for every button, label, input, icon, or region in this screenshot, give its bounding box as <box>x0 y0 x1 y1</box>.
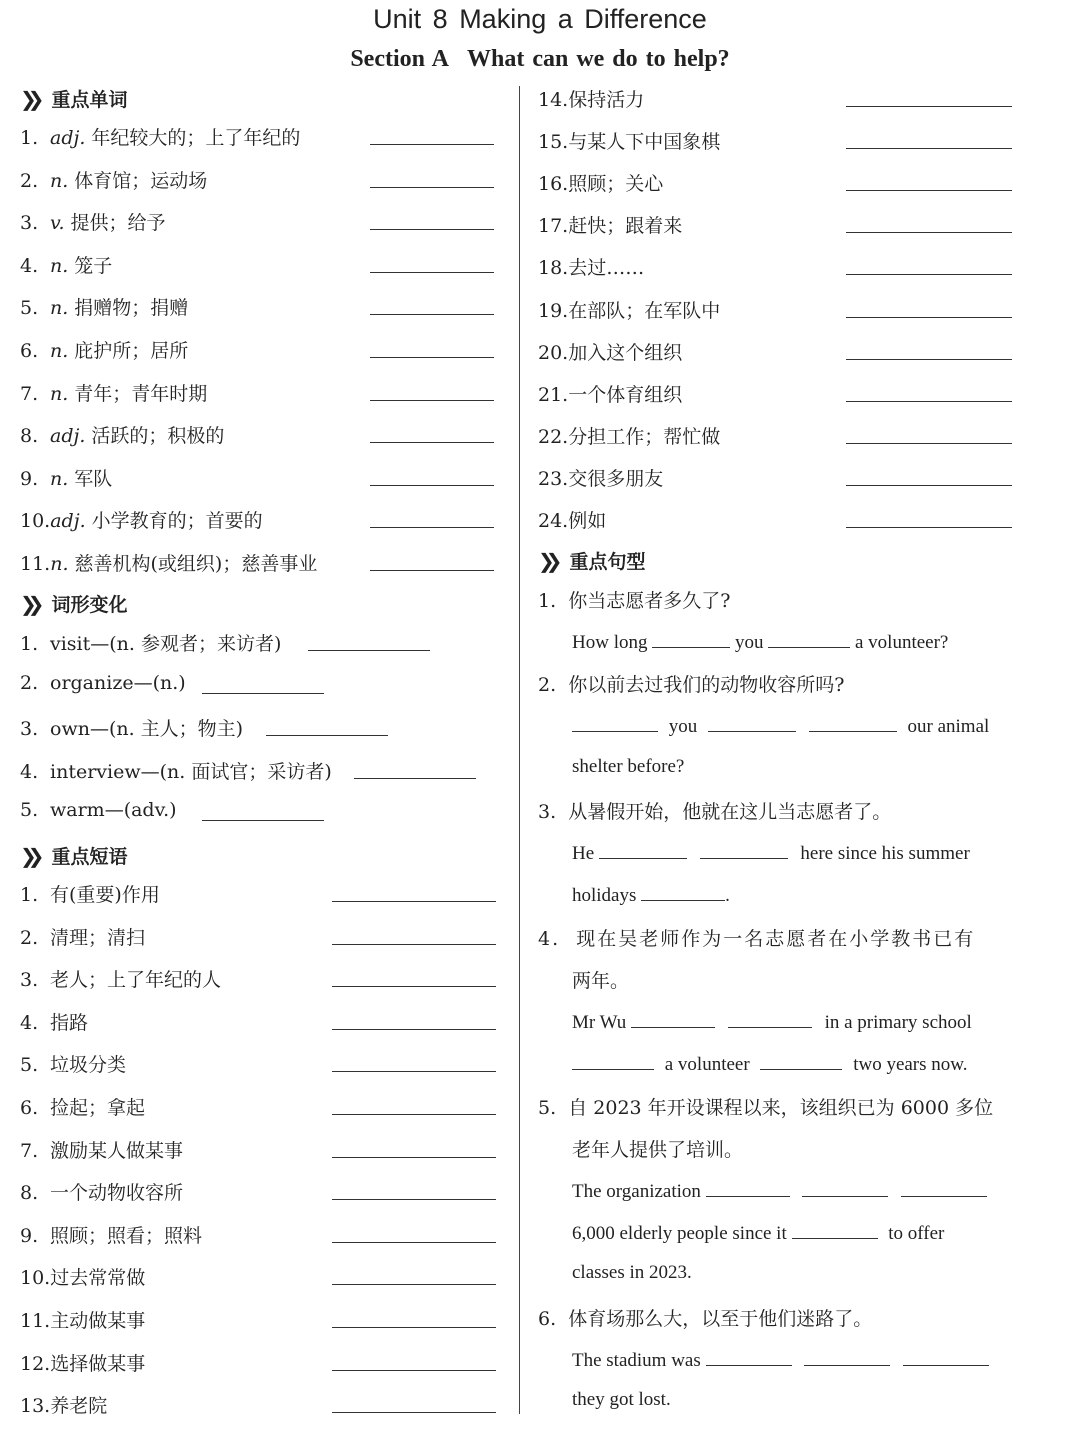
answer-line[interactable] <box>332 1028 496 1030</box>
item-number: 12. <box>20 1352 51 1375</box>
double-chevron-icon: ❯❯ <box>20 591 36 616</box>
item-text: 捐赠物；捐赠 <box>74 297 189 320</box>
answer-line[interactable] <box>846 358 1012 360</box>
sentence-2-en: you our animal <box>572 713 989 738</box>
item-number: 8. <box>20 1182 39 1205</box>
item-text: 活跃的；积极的 <box>91 425 225 448</box>
answer-line[interactable] <box>370 186 494 188</box>
item-number: 6. <box>20 340 39 362</box>
answer-line[interactable] <box>332 1198 496 1200</box>
item-number: 19. <box>538 299 569 322</box>
answer-line[interactable] <box>846 147 1012 149</box>
item-number: 2. <box>20 169 39 192</box>
answer-blank[interactable] <box>792 1220 878 1239</box>
item-text: 庇护所；居所 <box>74 340 189 362</box>
answer-line[interactable] <box>370 569 494 571</box>
answer-blank[interactable] <box>706 1178 790 1197</box>
column-divider <box>519 86 520 1414</box>
answer-line[interactable] <box>332 1070 496 1072</box>
list-item <box>20 166 500 196</box>
answer-line[interactable] <box>370 484 494 486</box>
item-text: 体育馆；运动场 <box>74 169 208 192</box>
part-of-speech: n. <box>50 297 69 320</box>
sentence-5-en-cont: 6,000 elderly people since it to offer <box>572 1220 944 1245</box>
list-item <box>20 251 500 281</box>
list-item <box>538 211 1018 241</box>
item-number: 14. <box>538 89 569 111</box>
item-number: 1. <box>20 884 39 906</box>
answer-line[interactable] <box>202 819 324 821</box>
answer-blank[interactable] <box>700 840 788 859</box>
answer-line[interactable] <box>370 356 494 358</box>
answer-line[interactable] <box>308 649 430 651</box>
item-text: 交很多朋友 <box>568 467 664 490</box>
answer-blank[interactable] <box>903 1347 989 1366</box>
answer-line[interactable] <box>202 692 324 694</box>
item-number: 15. <box>538 131 569 154</box>
item-text: 去过…… <box>568 257 645 280</box>
answer-line[interactable] <box>332 1156 496 1158</box>
phrases-header-label: 重点短语 <box>51 846 128 868</box>
answer-line[interactable] <box>846 273 1012 275</box>
sentence-4-en: Mr Wu in a primary school <box>572 1009 972 1034</box>
item-number: 3. <box>20 212 39 235</box>
item-number: 6. <box>20 1097 39 1119</box>
item-number: 5. <box>20 799 39 821</box>
sentence-1-cn: 1. 你当志愿者多久了? <box>538 590 731 612</box>
part-of-speech: adj. <box>50 510 86 533</box>
list-item <box>20 965 500 995</box>
list-item <box>20 1178 500 1208</box>
answer-blank[interactable] <box>760 1051 842 1070</box>
item-text: 慈善机构(或组织)；慈善事业 <box>74 553 318 575</box>
section-question: What can we do to help? <box>466 46 730 72</box>
item-number: 8. <box>20 425 39 448</box>
list-item <box>20 880 500 910</box>
item-text: own—(n. 主人；物主) <box>50 718 244 740</box>
list-item <box>20 799 500 829</box>
sentence-4-en-cont: a volunteer two years now. <box>572 1051 968 1076</box>
part-of-speech: n. <box>50 254 69 277</box>
list-item <box>20 506 500 536</box>
list-item <box>20 1306 500 1336</box>
list-item <box>538 338 1018 368</box>
item-number: 1. <box>20 127 39 149</box>
item-number: 18. <box>538 257 569 280</box>
answer-line[interactable] <box>332 1113 496 1115</box>
answer-line[interactable] <box>266 734 388 736</box>
item-number: 5. <box>20 297 39 320</box>
answer-blank[interactable] <box>652 629 730 648</box>
item-text: 指路 <box>50 1011 89 1034</box>
list-item <box>538 127 1018 157</box>
item-number: 2. <box>20 671 39 694</box>
answer-line[interactable] <box>332 1241 496 1243</box>
list-item <box>20 1391 500 1421</box>
item-text: 老人；上了年纪的人 <box>50 969 222 992</box>
double-chevron-icon: ❯❯ <box>538 548 554 573</box>
item-text: 与某人下中国象棋 <box>568 131 721 154</box>
item-number: 7. <box>20 1139 39 1162</box>
list-item <box>20 421 500 451</box>
sentence-4-cn: 4. 现在吴老师作为一名志愿者在小学教书已有 <box>538 928 976 950</box>
list-item <box>20 1050 500 1080</box>
item-text: 保持活力 <box>568 89 645 111</box>
sentence-6-cn: 6. 体育场那么大，以至于他们迷路了。 <box>538 1308 873 1330</box>
answer-blank[interactable] <box>572 713 658 732</box>
list-item <box>20 672 500 702</box>
list-item <box>20 336 500 366</box>
item-text: 照顾；照看；照料 <box>50 1224 203 1247</box>
list-item <box>538 464 1018 494</box>
vocab-header-label: 重点单词 <box>51 89 128 111</box>
answer-blank[interactable] <box>901 1178 987 1197</box>
list-item <box>20 464 500 494</box>
list-item <box>538 296 1018 326</box>
item-text: 赶快；跟着来 <box>568 215 683 238</box>
answer-line[interactable] <box>370 228 494 230</box>
item-text: interview—(n. 面试官；采访者) <box>50 760 332 783</box>
section-title <box>0 46 1080 73</box>
item-text: 加入这个组织 <box>568 341 683 364</box>
item-text: warm—(adv.) <box>50 799 177 821</box>
part-of-speech: n. <box>50 340 69 362</box>
item-number: 11. <box>20 553 51 575</box>
list-item <box>20 1221 500 1251</box>
answer-line[interactable] <box>846 400 1012 402</box>
item-text: organize—(n.) <box>50 671 186 694</box>
list-item <box>20 1263 500 1293</box>
sentence-3-en-cont: holidays . <box>572 882 730 907</box>
part-of-speech: v. <box>50 212 65 235</box>
answer-line[interactable] <box>846 231 1012 233</box>
sentence-1-en: How long you a volunteer? <box>572 629 948 654</box>
sentence-5-en-cont2: classes in 2023. <box>572 1262 692 1283</box>
phrases-header <box>20 842 128 869</box>
item-text: 笼子 <box>74 254 113 277</box>
part-of-speech: adj. <box>50 127 86 149</box>
item-text: 分担工作；帮忙做 <box>568 425 721 448</box>
answer-line[interactable] <box>370 399 494 401</box>
answer-line[interactable] <box>846 316 1012 318</box>
list-item <box>20 123 500 153</box>
item-number: 16. <box>538 173 569 196</box>
item-text: 选择做某事 <box>50 1352 146 1375</box>
item-number: 24. <box>538 510 569 532</box>
item-number: 1. <box>20 633 39 655</box>
answer-line[interactable] <box>846 105 1012 107</box>
answer-line[interactable] <box>370 271 494 273</box>
answer-line[interactable] <box>846 442 1012 444</box>
item-text: 年纪较大的；上了年纪的 <box>91 127 301 149</box>
list-item <box>538 506 1018 536</box>
item-number: 7. <box>20 382 39 405</box>
list-item <box>538 253 1018 283</box>
list-item <box>538 380 1018 410</box>
sentence-3-en: He here since his summer <box>572 840 970 865</box>
list-item <box>20 1008 500 1038</box>
item-number: 23. <box>538 467 569 490</box>
item-text: 一个体育组织 <box>568 383 683 406</box>
answer-blank[interactable] <box>572 1051 654 1070</box>
answer-line[interactable] <box>370 526 494 528</box>
item-text: 有(重要)作用 <box>50 884 160 906</box>
section-label: Section A <box>350 46 449 72</box>
answer-line[interactable] <box>332 1411 496 1413</box>
sentences-header <box>538 547 646 574</box>
part-of-speech: n. <box>50 467 69 490</box>
item-number: 22. <box>538 425 569 448</box>
answer-line[interactable] <box>846 484 1012 486</box>
item-number: 5. <box>20 1054 39 1077</box>
answer-line[interactable] <box>332 985 496 987</box>
answer-line[interactable] <box>846 526 1012 528</box>
vocab-header <box>20 85 128 112</box>
list-item <box>20 379 500 409</box>
answer-blank[interactable] <box>708 713 796 732</box>
sentence-2-cn: 2. 你以前去过我们的动物收容所吗? <box>538 674 845 696</box>
unit-title: Unit 8 Making a Difference <box>373 4 707 34</box>
part-of-speech: adj. <box>50 425 86 448</box>
list-item <box>20 714 500 744</box>
item-number: 3. <box>20 969 39 992</box>
item-text: 主动做某事 <box>50 1310 146 1332</box>
item-text: 养老院 <box>50 1395 108 1418</box>
answer-line[interactable] <box>332 1369 496 1371</box>
answer-line[interactable] <box>846 189 1012 191</box>
forms-header-label: 词形变化 <box>51 594 128 616</box>
item-text: 过去常常做 <box>50 1267 146 1290</box>
item-text: 垃圾分类 <box>50 1054 127 1077</box>
answer-blank[interactable] <box>768 629 850 648</box>
item-text: 清理；清扫 <box>50 926 146 949</box>
item-text: 捡起；拿起 <box>50 1097 146 1119</box>
answer-blank[interactable] <box>804 1347 890 1366</box>
answer-blank[interactable] <box>631 1009 715 1028</box>
list-item <box>20 293 500 323</box>
list-item <box>20 208 500 238</box>
double-chevron-icon: ❯❯ <box>20 843 36 868</box>
item-number: 21. <box>538 383 569 406</box>
list-item <box>538 85 1018 115</box>
sentence-2-en-cont: shelter before? <box>572 756 685 777</box>
item-text: 照顾；关心 <box>568 173 664 196</box>
list-item <box>20 923 500 953</box>
double-chevron-icon: ❯❯ <box>20 86 36 111</box>
item-text: 提供；给予 <box>70 212 166 235</box>
list-item <box>20 1136 500 1166</box>
item-number: 9. <box>20 1224 39 1247</box>
answer-line[interactable] <box>370 143 494 145</box>
answer-blank[interactable] <box>809 713 897 732</box>
list-item <box>20 757 500 787</box>
answer-line[interactable] <box>370 313 494 315</box>
item-text: 在部队；在军队中 <box>568 299 721 322</box>
answer-line[interactable] <box>332 1283 496 1285</box>
list-item <box>20 1093 500 1123</box>
answer-line[interactable] <box>370 441 494 443</box>
item-text: 激励某人做某事 <box>50 1139 184 1162</box>
item-number: 20. <box>538 341 569 364</box>
answer-blank[interactable] <box>599 840 687 859</box>
item-text: 小学教育的；首要的 <box>91 510 263 533</box>
sentences-header-label: 重点句型 <box>569 551 646 573</box>
sentence-6-en: The stadium was <box>572 1347 989 1372</box>
item-text: visit—(n. 参观者；来访者) <box>50 633 282 655</box>
answer-blank[interactable] <box>641 882 725 901</box>
item-number: 4. <box>20 254 39 277</box>
list-item <box>20 1349 500 1379</box>
item-text: 军队 <box>74 467 113 490</box>
answer-line[interactable] <box>332 1326 496 1328</box>
answer-line[interactable] <box>332 900 496 902</box>
list-item <box>538 422 1018 452</box>
item-number: 2. <box>20 926 39 949</box>
item-number: 9. <box>20 467 39 490</box>
sentence-5-cn: 5. 自 2023 年开设课程以来，该组织已为 6000 多位 <box>538 1097 994 1119</box>
item-number: 10. <box>20 1267 51 1290</box>
answer-blank[interactable] <box>802 1178 888 1197</box>
answer-blank[interactable] <box>706 1347 792 1366</box>
sentence-5-cn-cont: 老年人提供了培训。 <box>572 1139 744 1161</box>
item-number: 11. <box>20 1310 51 1332</box>
answer-line[interactable] <box>354 777 476 779</box>
item-text: 青年；青年时期 <box>74 382 208 405</box>
answer-blank[interactable] <box>728 1009 812 1028</box>
item-number: 13. <box>20 1395 51 1418</box>
sentence-3-cn: 3. 从暑假开始，他就在这儿当志愿者了。 <box>538 801 892 823</box>
sentence-6-en-cont: they got lost. <box>572 1389 671 1410</box>
part-of-speech: n. <box>50 169 69 192</box>
item-text: 例如 <box>568 510 607 532</box>
item-number: 4. <box>20 760 39 783</box>
item-number: 10. <box>20 510 51 533</box>
part-of-speech: n. <box>50 553 69 575</box>
answer-line[interactable] <box>332 943 496 945</box>
sentence-5-en: The organization <box>572 1178 987 1203</box>
item-text: 一个动物收容所 <box>50 1182 184 1205</box>
sentence-4-cn-cont: 两年。 <box>572 970 630 992</box>
forms-header <box>20 590 128 617</box>
item-number: 3. <box>20 718 39 740</box>
item-number: 17. <box>538 215 569 238</box>
list-item <box>538 169 1018 199</box>
part-of-speech: n. <box>50 382 69 405</box>
list-item <box>20 629 500 659</box>
list-item <box>20 549 500 579</box>
item-number: 4. <box>20 1011 39 1034</box>
